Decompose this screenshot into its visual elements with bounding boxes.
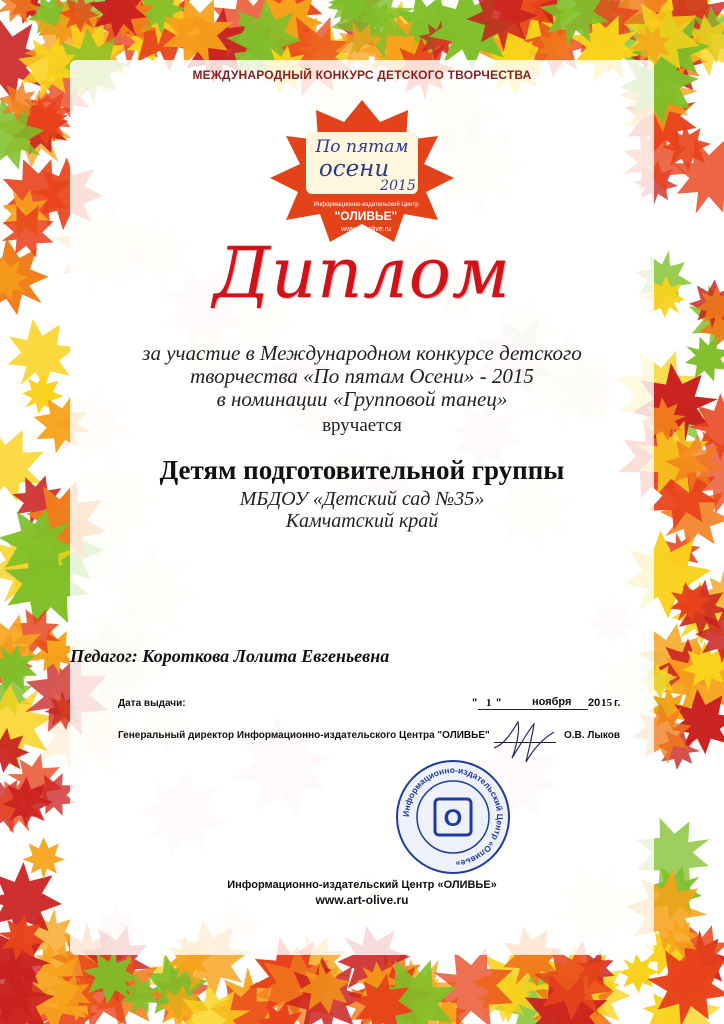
teacher-name: Педагог: Короткова Лолита Евгеньевна: [70, 646, 390, 666]
logo-org-name: "ОЛИВЬЕ": [334, 209, 398, 223]
issue-month: ноября: [532, 696, 572, 708]
diploma-line-1: за участие в Международном конкурсе детского: [142, 341, 582, 365]
footer-url: www.art-olive.ru: [315, 893, 409, 907]
logo-line1: По пятам: [315, 137, 409, 157]
issue-year-suffix: 15: [601, 697, 612, 709]
issue-date-label: Дата выдачи:: [118, 698, 186, 709]
diploma-line-3: в номинации «Групповой танец»: [216, 387, 508, 411]
logo-url: www.art-olive.ru: [341, 226, 391, 233]
issue-year-unit: г.: [614, 697, 621, 709]
logo-line2: осени: [318, 156, 390, 182]
day-underline: [478, 709, 514, 710]
logo-org-caption: Информационно-издательский Центр: [313, 202, 419, 208]
logo-year: 2015: [380, 178, 416, 194]
institution-name: МБДОУ «Детский сад №35»: [239, 488, 485, 510]
diploma-line-4: вручается: [322, 415, 402, 436]
director-name: О.В. Лыков: [564, 730, 621, 741]
official-seal: [394, 758, 512, 876]
diploma-title: Диплом: [213, 232, 511, 314]
issue-year-prefix: 20: [588, 697, 601, 709]
maple-leaf: [22, 837, 64, 879]
issue-quote-close: ": [496, 697, 502, 709]
seal-ring-text: Информационно-издательский Центр «Оливье»: [400, 764, 506, 869]
issue-quote-open: ": [472, 697, 478, 709]
seal-letter: О: [443, 805, 463, 832]
contest-logo: [262, 96, 462, 246]
region-name: Камчатский край: [285, 510, 439, 532]
director-title: Генеральный директор Информационно-издательского Центра "ОЛИВЬЕ": [118, 730, 490, 741]
issue-day: 1: [486, 697, 492, 709]
diploma-line-2: творчества «По пятам Осени» - 2015: [190, 364, 534, 388]
footer-org: Информационно-издательский Центр «ОЛИВЬЕ»: [227, 879, 497, 891]
contest-header: МЕЖДУНАРОДНЫЙ КОНКУРС ДЕТСКОГО ТВОРЧЕСТВА: [192, 68, 532, 82]
month-underline: [512, 709, 588, 710]
recipient-name: Детям подготовительной группы: [159, 455, 565, 485]
